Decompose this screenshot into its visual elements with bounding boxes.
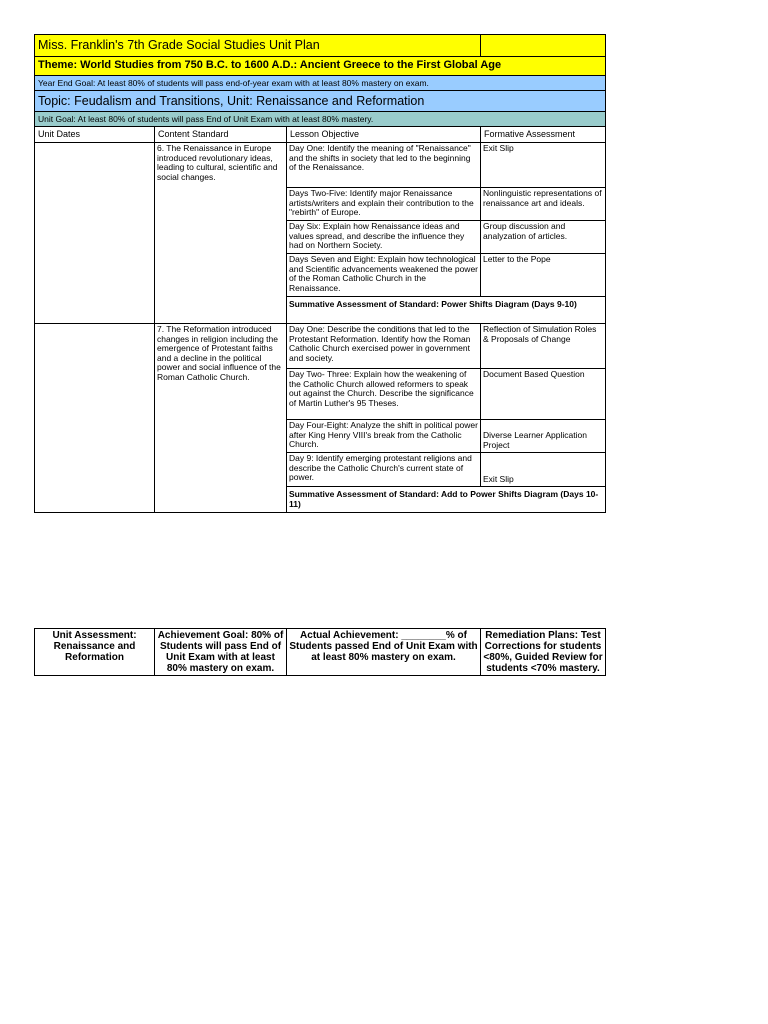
formative-assessment: Diverse Learner Application Project [481, 420, 606, 453]
lesson-objective: Day Six: Explain how Renaissance ideas and values spread, and describe the influence they had on Northern Society. [287, 221, 481, 254]
formative-assessment: Group discussion and analyzation of articles. [481, 221, 606, 254]
lesson-objective: Day Four-Eight: Analyze the shift in political power after King Henry VIII's break from the Catholic Church. [287, 420, 481, 453]
achievement-goal-cell: Achievement Goal: 80% of Students will pass End of Unit Exam with at least 80% mastery on exam. [155, 629, 287, 676]
lesson-objective: Day 9: Identify emerging protestant religions and describe the Catholic Church's current state of power. [287, 453, 481, 487]
formative-assessment: Document Based Question [481, 369, 606, 420]
summative-assessment-1: Summative Assessment of Standard: Power Shifts Diagram (Days 9-10) [287, 297, 606, 324]
header-formative-assessment: Formative Assessment [481, 127, 606, 143]
formative-assessment: Exit Slip [481, 143, 606, 188]
header-unit-dates: Unit Dates [35, 127, 155, 143]
unit-assessment-table [34, 628, 606, 676]
unit-dates-cell-2 [35, 324, 155, 513]
formative-assessment: Exit Slip [481, 453, 606, 487]
header-lesson-objective: Lesson Objective [287, 127, 481, 143]
lesson-objective: Days Seven and Eight: Explain how technological and Scientific advancements weakened the power of the Roman Catholic Church in the Renaissance. [287, 254, 481, 297]
title-blank-cell [481, 35, 606, 57]
header-content-standard: Content Standard [155, 127, 287, 143]
unit-goal: Unit Goal: At least 80% of students will pass End of Unit Exam with at least 80% mastery. [35, 112, 606, 127]
content-standard-1: 6. The Renaissance in Europe introduced revolutionary ideas, leading to cultural, scientific and social changes. [155, 143, 287, 324]
formative-assessment: Nonlinguistic representations of renaissance art and ideals. [481, 188, 606, 221]
summative-assessment-2: Summative Assessment of Standard: Add to Power Shifts Diagram (Days 10-11) [287, 487, 606, 513]
lesson-objective: Days Two-Five: Identify major Renaissance artists/writers and explain their contribution to the "rebirth" of Europe. [287, 188, 481, 221]
plan-title: Miss. Franklin's 7th Grade Social Studies Unit Plan [35, 35, 481, 57]
lesson-objective: Day Two- Three: Explain how the weakening of the Catholic Church allowed reformers to speak out against the Church. Describe the significance of Martin Luther's 95 Theses. [287, 369, 481, 420]
topic-row: Topic: Feudalism and Transitions, Unit: Renaissance and Reformation [35, 91, 606, 112]
unit-plan-table [34, 34, 606, 513]
content-standard-2: 7. The Reformation introduced changes in religion including the emergence of Protestant faiths and a decline in the political power and social influence of the Roman Catholic Church. [155, 324, 287, 513]
actual-achievement-cell: Actual Achievement: ________% of Students passed End of Unit Exam with at least 80% mastery on exam. [287, 629, 481, 676]
lesson-objective: Day One: Identify the meaning of "Renaissance" and the shifts in society that led to the beginning of the Renaissance. [287, 143, 481, 188]
unit-dates-cell-1 [35, 143, 155, 324]
formative-assessment: Reflection of Simulation Roles & Proposals of Change [481, 324, 606, 369]
remediation-plans-cell: Remediation Plans: Test Corrections for students <80%, Guided Review for students <70% mastery. [481, 629, 606, 676]
theme-row: Theme: World Studies from 750 B.C. to 1600 A.D.: Ancient Greece to the First Global Age [35, 57, 606, 76]
unit-assessment-cell: Unit Assessment: Renaissance and Reformation [35, 629, 155, 676]
year-end-goal: Year End Goal: At least 80% of students will pass end-of-year exam with at least 80% mastery on exam. [35, 76, 606, 91]
unit-plan-sheet [34, 34, 605, 513]
formative-assessment: Letter to the Pope [481, 254, 606, 297]
unit-assessment-summary [34, 628, 605, 676]
lesson-objective: Day One: Describe the conditions that led to the Protestant Reformation. Identify how the Roman Catholic Church exercised power in government and society. [287, 324, 481, 369]
